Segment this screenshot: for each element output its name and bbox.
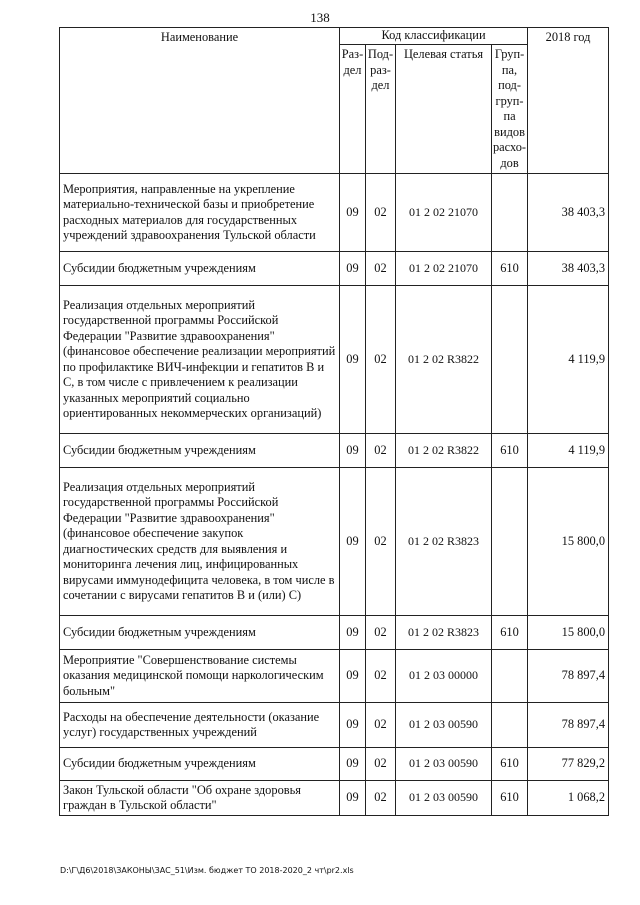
header-subsection: Под- раз- дел [366, 45, 396, 174]
row-amount-2018: 1 068,2 [528, 781, 609, 816]
row-subsection: 02 [366, 252, 396, 286]
row-subsection: 02 [366, 781, 396, 816]
row-expense-group [492, 286, 528, 434]
row-section: 09 [340, 781, 366, 816]
table-row [60, 434, 609, 468]
row-amount-2018: 38 403,3 [528, 252, 609, 286]
header-expense-group: Груп- па, под- груп- па видов расхо- дов [492, 45, 528, 174]
table-row [60, 468, 609, 616]
header-classification-code: Код классификации [340, 28, 528, 45]
row-target-article: 01 2 02 R3823 [396, 616, 492, 650]
row-expense-group [492, 468, 528, 616]
row-section: 09 [340, 748, 366, 781]
row-section: 09 [340, 703, 366, 748]
row-amount-2018: 78 897,4 [528, 650, 609, 703]
row-expense-group [492, 174, 528, 252]
page-number: 138 [310, 10, 330, 25]
row-name: Мероприятия, направленные на укрепление материально-технической базы и приобретение расходных материалов для государственных учреждений здравоохранения Тульской области [60, 174, 340, 252]
row-name: Субсидии бюджетным учреждениям [60, 434, 340, 468]
row-amount-2018: 4 119,9 [528, 286, 609, 434]
row-target-article: 01 2 03 00000 [396, 650, 492, 703]
row-amount-2018: 78 897,4 [528, 703, 609, 748]
row-target-article: 01 2 02 R3823 [396, 468, 492, 616]
row-section: 09 [340, 252, 366, 286]
row-target-article: 01 2 03 00590 [396, 781, 492, 816]
row-subsection: 02 [366, 616, 396, 650]
row-target-article: 01 2 03 00590 [396, 748, 492, 781]
table-row [60, 748, 609, 781]
row-section: 09 [340, 434, 366, 468]
header-target: Целевая статья [396, 45, 492, 174]
budget-table-body [60, 28, 609, 816]
table-row [60, 781, 609, 816]
row-name: Мероприятие "Совершенствование системы оказания медицинской помощи наркологическим больным" [60, 650, 340, 703]
row-amount-2018: 4 119,9 [528, 434, 609, 468]
row-name: Субсидии бюджетным учреждениям [60, 748, 340, 781]
row-amount-2018: 77 829,2 [528, 748, 609, 781]
row-name: Реализация отдельных мероприятий государственной программы Российской Федерации "Развитие здравоохранения" (финансовое обеспечение закупок диагностических средств для выявления и мониторинга лечения лиц, инфицированных вирусами иммунодефицита человека, в том числе в сочетании с вирусами гепатитов B и (или) C) [60, 468, 340, 616]
row-subsection: 02 [366, 703, 396, 748]
row-name: Расходы на обеспечение деятельности (оказание услуг) государственных учреждений [60, 703, 340, 748]
row-subsection: 02 [366, 650, 396, 703]
row-target-article: 01 2 02 R3822 [396, 286, 492, 434]
header-year: 2018 год [528, 28, 609, 174]
row-amount-2018: 38 403,3 [528, 174, 609, 252]
row-name: Субсидии бюджетным учреждениям [60, 252, 340, 286]
row-subsection: 02 [366, 468, 396, 616]
row-section: 09 [340, 174, 366, 252]
row-target-article: 01 2 03 00590 [396, 703, 492, 748]
row-target-article: 01 2 02 R3822 [396, 434, 492, 468]
row-subsection: 02 [366, 286, 396, 434]
row-expense-group [492, 703, 528, 748]
table-row [60, 616, 609, 650]
row-expense-group: 610 [492, 434, 528, 468]
row-amount-2018: 15 800,0 [528, 468, 609, 616]
row-expense-group: 610 [492, 252, 528, 286]
row-subsection: 02 [366, 748, 396, 781]
header-row-top [60, 28, 609, 45]
row-expense-group: 610 [492, 748, 528, 781]
row-expense-group [492, 650, 528, 703]
table-row [60, 174, 609, 252]
header-section: Раз- дел [340, 45, 366, 174]
table-row [60, 650, 609, 703]
table-row [60, 286, 609, 434]
row-expense-group: 610 [492, 781, 528, 816]
table-row [60, 703, 609, 748]
row-section: 09 [340, 468, 366, 616]
row-expense-group: 610 [492, 616, 528, 650]
table-row [60, 252, 609, 286]
row-amount-2018: 15 800,0 [528, 616, 609, 650]
row-name: Реализация отдельных мероприятий государственной программы Российской Федерации "Развитие здравоохранения" (финансовое обеспечение реализации мероприятий по профилактике ВИЧ-инфекции и гепатитов B и C, в том числе с привлечением к реализации указанных мероприятий социально ориентированных некоммерческих организаций) [60, 286, 340, 434]
row-name: Закон Тульской области "Об охране здоровья граждан в Тульской области" [60, 781, 340, 816]
row-subsection: 02 [366, 434, 396, 468]
row-section: 09 [340, 616, 366, 650]
row-name: Субсидии бюджетным учреждениям [60, 616, 340, 650]
file-path: D:\Г\Д6\2018\ЗАКОНЫ\ЗАС_51\Изм. бюджет ТО 2018-2020_2 чт\pr2.xls [60, 866, 354, 875]
row-subsection: 02 [366, 174, 396, 252]
budget-table [59, 27, 609, 816]
row-section: 09 [340, 286, 366, 434]
row-section: 09 [340, 650, 366, 703]
row-target-article: 01 2 02 21070 [396, 174, 492, 252]
header-name: Наименование [60, 28, 340, 174]
row-target-article: 01 2 02 21070 [396, 252, 492, 286]
